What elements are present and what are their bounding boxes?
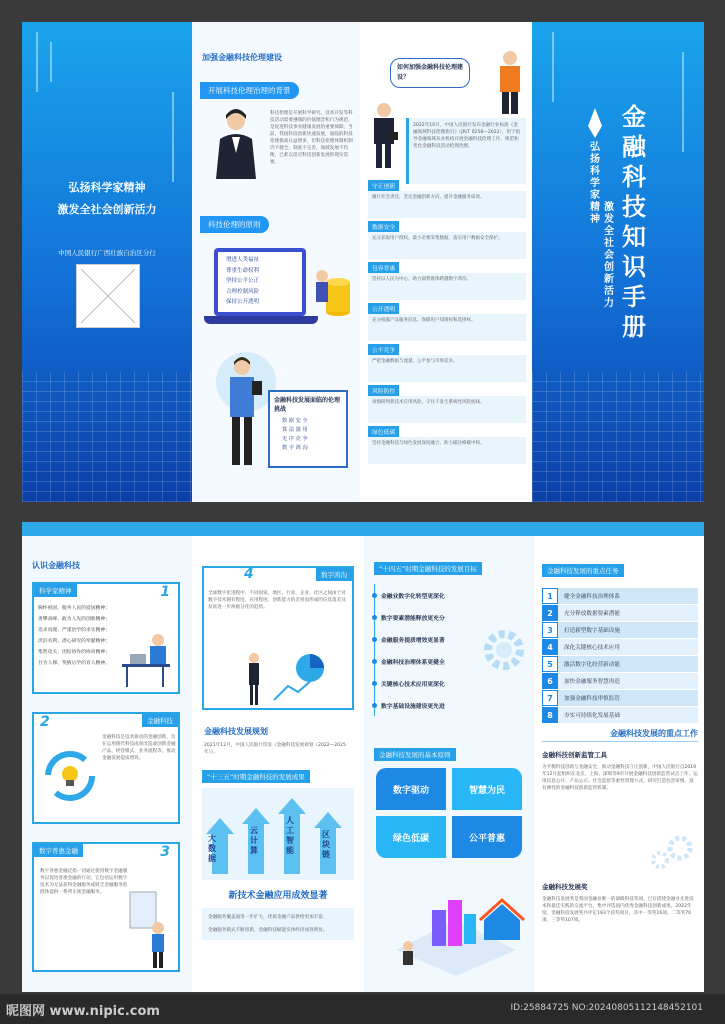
plan-header: 金融科技发展规划 [204,727,268,736]
ethics-item-text: 充分获取用户授权，最小必要采集数据，落实用户数据安全保护。 [368,232,526,259]
task-text: 深化关键核心技术应用 [564,645,620,651]
goal-item [374,628,484,650]
challenge-4: 数 字 鸿 沟 [282,445,308,451]
how-to-panel [360,22,532,502]
card-3-title: 数字普惠金融 [34,844,83,857]
bulb-refresh-icon [44,750,96,802]
ethics-item-text: 审慎研判新技术应用风险，守住不发生系统性风险底线。 [368,396,526,423]
task-row [542,588,698,604]
task-row [542,656,698,672]
card-1-number: 1 [160,584,170,600]
task-text: 健全金融科技治理体系 [564,594,620,600]
principle-2: 尊重生命权利 [226,267,260,274]
card-2-number: 2 [40,714,50,730]
ethics-item-text: 充分披露产品服务信息，保障用户知情权和选择权。 [368,314,526,341]
man-illustration [494,50,526,114]
ethics-item-title: 数据安全 [368,221,399,232]
spirit-line: 勇攀高峰、敢为人先的创新精神； [38,617,110,622]
challenges-title: 金融科技发展面临的伦理挑战 [274,397,341,413]
principle-3: 坚持公平公正 [226,278,260,284]
brochure-inner-sheet [22,522,704,992]
background-text: 科技伦理是开展科学研究、技术开发等科技活动需要遵循的价值理念和行为规范，是促进科技事业健康发展的重要保障。当前，我国科技创新快速发展，面临的科技伦理挑战日益增多，但科技伦理体制机制仍不健全，制度不完善，领域发展不均衡，已难以适应科技创新发展的现实需要。 [270,111,353,165]
task-row [542,673,698,689]
task-text: 加强金融科技审慎监管 [564,696,620,702]
card-fintech [32,712,180,824]
back-org: 中国人民银行广西壮族自治区分行 [58,249,156,257]
card-1-title: 科学家精神 [34,584,77,597]
arrows-area [202,788,354,880]
ethics-item [368,344,526,382]
laptop-illustration [214,248,306,316]
goal-text: 金融科技治理体系更健全 [381,659,445,666]
regulatory-tool-text: 为平衡科技创新与金融安全，推动金融科技守正创新，中国人民银行自2019年12月起组织在北京、上海、深圳等9市开展金融科技创新监管试点工作，运用信息公开、产品公示、社会监督等柔性管理方式，研究打造包容审慎、富有弹性的金融科技创新监管机制。 [542,765,698,791]
cover-subtitle-1: 弘扬科学家精神 [590,142,600,225]
card-scientist-spirit [32,582,180,694]
top-band [22,522,704,536]
goal-item [374,650,484,672]
qr-code-placeholder [76,264,140,328]
businessman-tablet-illustration [222,357,262,469]
goal-dot-icon [372,593,377,598]
arrow-label-1: 大数据 [208,834,216,863]
ethics-item-title: 守正创新 [368,180,399,191]
intro-header: 认识金融科技 [32,561,80,570]
award-title: 金融科技发展奖 [542,883,588,891]
grid-floor-decoration [22,372,192,502]
work-header: 金融科技发展的重点工作 [542,728,698,742]
principles-header: 金融科技发展的基本原则 [374,748,456,761]
card-4-number: 4 [244,566,254,582]
arrow-label-4: 区块链 [322,830,330,859]
task-number: 1 [542,588,558,604]
task-text: 加快金融服务智慧再造 [564,679,620,685]
task-text: 夯实可持续化发展基础 [564,713,620,719]
goal-dot-icon [372,637,377,642]
goal-header: “十三五”时期金融科技的发展成果 [202,770,310,783]
card-3-text: 数字普惠金融泛指一切通过使用数字金融服务以促进普惠金融的行动，它包括运用数字技术为无法获得金融服务或缺乏金融服务的群体提供一系列正规金融服务。 [40,869,128,895]
task-row [542,605,698,621]
principle-5: 保持公开透明 [226,299,260,305]
watermark-right: ID:25884725 NO:20240805112148452101 [510,1003,703,1013]
goal-dot-icon [372,659,377,664]
watermark-left: 昵图网 www.nipic.com [6,1004,160,1019]
ethics-item [368,385,526,423]
goal-item [374,672,484,694]
plan-text: 2021年12月，中国人民银行印发《金融科技发展规划（2022—2025年）》。 [204,743,346,755]
challenge-2: 算 法 滥 用 [282,427,308,433]
brochure-outer-sheet [22,22,704,502]
result-2: 金融服务模式不断创新，金融科技赋能实体经济成效明显。 [208,928,328,933]
ethics-item [368,303,526,341]
task-row [542,622,698,638]
challenge-3: 无 序 竞 争 [282,436,308,442]
intro-text: 2022年10月，中国人民银行发布金融行业标准《金融领域科技伦理指引》（JR/T 0258—2022），用于指导金融领域从业机构开展金融科技伦理工作，规范和优化金融科技活动伦理治理。 [413,123,521,149]
goal-item [374,606,484,628]
principles-grid [376,768,522,860]
principle-digital-driven: 数字驱动 [376,768,446,810]
grid-floor-decoration [532,372,704,502]
coins-icon [312,262,352,318]
result-1: 金融服务覆盖面进一步扩大，优质金融产品供给更加丰富。 [208,915,328,920]
task-row [542,639,698,655]
goal-text: 数字要素潜能释放更充分 [381,615,445,622]
task-row [542,707,698,723]
regulatory-tool-title: 金融科技创新监管工具 [542,751,607,759]
award-text: 金融科技发展奖是我国金融业唯一的部级科技奖项，已在搭建金融业先进技术和最佳实践的交流平台、集中评选国内优秀金融科技创新成果。2022年度，金融科技发展奖共评定193个获奖项目，其中一等奖16项、二等奖70项、三等奖107项。 [542,897,694,923]
card-4-text: 全球数字化进程中，不同国家、地区、行业、企业、社区之间由于对数字技术拥有程度、应用程度、创新能力的差别而形成的信息落差及贫富进一步两极分化的趋势。 [208,591,346,610]
ethics-item-text: 坚持金融科技与绿色发展深度融合，助力碳达峰碳中和。 [368,437,526,464]
front-cover-panel [532,22,704,502]
ethics-item-text: 坚持以人民为中心，助力弱势群体跨越数字鸿沟。 [368,273,526,300]
goal-text: 数字基础设施建设更先进 [381,703,445,710]
spirit-line: 淡泊名利、潜心研究的奉献精神； [38,639,110,644]
task-text: 打造新型数字基础设施 [564,628,620,634]
task-row [542,690,698,706]
card-2-title: 金融科技 [142,714,178,727]
ethics-item-text: 履行社会责任，坚定金融创新方向，提升金融服务质效。 [368,191,526,218]
goal-text: 金融服务提质增效更显著 [381,637,445,644]
ethics-header: 加强金融科技伦理建设 [202,53,282,62]
background-heading: 开展科技伦理治理的背景 [200,82,299,99]
principle-wisdom-for-people: 智慧为民 [452,768,522,810]
gears-decoration-icon [644,832,700,872]
spirit-line: 集智攻关、团结协作的协同精神； [38,650,110,655]
watermark-bar [0,994,725,1024]
digital-divide-panel [192,536,364,992]
cover-subtitle-2: 激发全社会创新活力 [604,202,614,309]
card-2-text: 金融科技是技术驱动的金融创新，旨在运用现代科技成果改造或创新金融产品、经营模式、业务流程等，推动金融发展提质增效。 [102,735,176,761]
task-number: 8 [542,707,558,723]
ethics-item [368,426,526,464]
results-header: 新技术金融应用成效显著 [228,891,328,901]
analytics-illustration [244,650,344,708]
ethics-item-title: 公开透明 [368,303,399,314]
gear-icon [480,626,528,674]
goal-text: 关键核心技术应用更深化 [381,681,445,688]
businessman-illustration [370,102,398,168]
ethics-panel [192,22,360,502]
tasks-panel [534,536,704,992]
intro-panel [22,536,192,992]
task-number: 5 [542,656,558,672]
task-text: 激活数字化经营新动能 [564,662,620,668]
ethics-item-text: 严把金融数据与流量，公平参与市场竞争。 [368,355,526,382]
spirit-line: 甘为人梯、奖掖后学的育人精神。 [38,661,110,666]
smart-city-illustration [386,880,526,976]
task-number: 2 [542,605,558,621]
task-number: 3 [542,622,558,638]
tasks-header: 金融科技发展的重点任务 [542,564,624,577]
back-slogan-1: 弘扬科学家精神 [68,181,146,194]
ethics-item-title: 包容普惠 [368,262,399,273]
question-bubble: 如何加强金融科技伦理建设？ [390,58,470,88]
principle-4: 合理控制风险 [226,288,260,295]
ethics-item-title: 公平竞争 [368,344,399,355]
ethics-item-title: 绿色低碳 [368,426,399,437]
intro-box [406,118,526,184]
goals-panel [364,536,534,992]
task-number: 7 [542,690,558,706]
arrow-label-3: 人工智能 [286,816,294,855]
goal-dot-icon [372,615,377,620]
pen-nib-icon [588,108,602,138]
principle-fair-inclusive: 公平普惠 [452,816,522,858]
goal-item [374,694,484,716]
back-slogan-2: 激发全社会创新活力 [57,203,157,216]
principles-heading: 科技伦理的原则 [200,216,269,233]
challenge-1: 数 据 安 全 [282,418,308,424]
ethics-item [368,221,526,259]
challenges-box [268,390,348,468]
cover-title: 金融科技知识手册 [622,103,646,341]
arrow-label-2: 云计算 [250,826,258,855]
card-digital-divide [202,566,354,710]
ethics-item [368,262,526,300]
goal-dot-icon [372,703,377,708]
spirit-line: 胸怀祖国、服务人民的爱国精神； [38,606,110,611]
task-number: 4 [542,639,558,655]
card-digital-inclusive-finance [32,842,180,972]
person-with-phone-illustration [128,888,172,968]
task-number: 6 [542,673,558,689]
goal-item [374,584,484,606]
principle-1: 增进人类福祉 [226,257,260,263]
back-cover-panel [22,22,192,502]
card-3-number: 3 [160,844,170,860]
ethics-item [368,180,526,218]
businesswoman-illustration [210,107,262,179]
task-text: 充分释放数据要素潜能 [564,611,620,617]
laptop-base [204,316,318,324]
spirit-line: 追求真理、严谨治学的求实精神； [38,628,110,633]
ethics-item-title: 风险防控 [368,385,399,396]
results-box [202,908,354,940]
card-4-title: 数字鸿沟 [316,568,352,581]
principle-green-low-carbon: 绿色低碳 [376,816,446,858]
goal-dot-icon [372,681,377,686]
person-at-desk-illustration [118,628,174,688]
goals-header: “十四五”时期金融科技的发展目标 [374,562,482,575]
goal-text: 金融业数字化转型更深化 [381,593,445,600]
